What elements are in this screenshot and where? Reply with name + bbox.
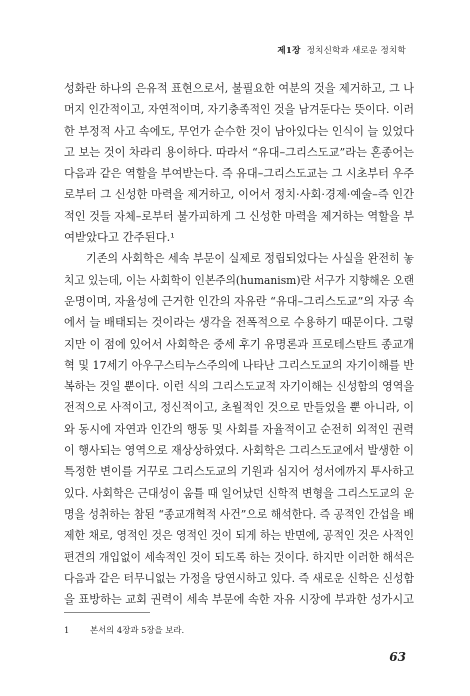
text-line: 을 표방하는 교회 권력이 세속 부문에 속한 자유 시장에 부과한 성가시고 bbox=[64, 592, 414, 607]
footnote-divider bbox=[64, 612, 150, 613]
text-line: 치고 있는데, 이는 사회학이 인본주의(humanism)란 서구가 지향해온 오랜 bbox=[64, 272, 414, 287]
text-line: 지만 이 점에 있어서 사회학은 중세 후기 유명론과 프로테스탄트 종교개 bbox=[64, 336, 414, 351]
footnote-text: 본서의 4장과 5장을 보라. bbox=[90, 625, 185, 635]
text-line: 있다. 사회학은 근대성이 움틀 때 일어났던 신학적 변형을 그리스도교의 운 bbox=[64, 485, 414, 500]
text-line: 로부터 그 신성한 마력을 제거하고, 이어서 정치·사회·경제·예술–즉 인간 bbox=[64, 187, 414, 202]
text-line: 명을 성취하는 참된 “종교개혁적 사건”으로 해석한다. 즉 공적인 간섭을 배 bbox=[64, 506, 414, 521]
chapter-label: 제1장 bbox=[277, 46, 301, 56]
text-line: 적인 것들 자체–로부터 불가피하게 그 신성한 마력을 제거하는 역할을 부 bbox=[64, 208, 414, 223]
text-line: 여받았다고 간주된다.¹ bbox=[64, 230, 175, 245]
text-line: 제한 채로, 영적인 것은 영적인 것이 되게 하는 반면에, 공적인 것은 사적인 bbox=[64, 528, 414, 543]
text-line: 혁 및 17세기 아우구스티누스주의에 나타난 그리스도교의 자기이해를 반 bbox=[64, 357, 414, 372]
footnote bbox=[64, 624, 184, 636]
text-line: 편견의 개입없이 세속적인 것이 되도록 하는 것이다. 하지만 이러한 해석은 bbox=[64, 549, 414, 564]
text-line: 다음과 같은 역할을 부여받는다. 즉 유대–그리스도교는 그 시초부터 우주 bbox=[64, 166, 414, 181]
text-line: 기존의 사회학은 세속 부문이 실제로 정립되었다는 사실을 완전히 놓 bbox=[86, 251, 414, 266]
running-head bbox=[277, 44, 406, 56]
text-line: 이 행사되는 영역으로 재상상하였다. 사회학은 그리스도교에서 발생한 이 bbox=[64, 443, 414, 458]
body-text bbox=[64, 78, 414, 610]
paragraph bbox=[64, 78, 414, 248]
text-line: 머지 인간적이고, 자연적이며, 자기충족적인 것을 남겨둔다는 뜻이다. 이러 bbox=[64, 102, 414, 117]
text-line: 에서 늘 배태되는 것이라는 생각을 전폭적으로 수용하기 때문이다. 그렇 bbox=[64, 315, 414, 330]
footnote-number: 1 bbox=[64, 625, 70, 635]
text-line: 운명이며, 자율성에 근거한 인간의 자유란 “유대–그리스도교”의 자궁 속 bbox=[64, 293, 414, 308]
page-number: 63 bbox=[389, 650, 406, 664]
text-line: 특정한 변이를 거꾸로 그리스도교의 기원과 심지어 성서에까지 투사하고 bbox=[64, 464, 414, 479]
paragraph bbox=[64, 248, 414, 610]
text-line: 한 부정적 사고 속에도, 무언가 순수한 것이 남아있다는 인식이 늘 있었다 bbox=[64, 123, 414, 138]
text-line: 복하는 것일 뿐이다. 이런 식의 그리스도교적 자기이해는 신성함의 영역을 bbox=[64, 379, 414, 394]
text-line: 와 동시에 자연과 인간의 행동 및 사회를 자율적이고 순전히 외적인 권력 bbox=[64, 421, 414, 436]
text-line: 고 보는 것이 차라리 용이하다. 따라서 “유대–그리스도교”라는 혼종어는 bbox=[64, 144, 414, 159]
text-line: 다음과 같은 터무니없는 가정을 당연시하고 있다. 즉 새로운 신학은 신성함 bbox=[64, 570, 414, 585]
text-line: 전적으로 사적이고, 정신적이고, 초월적인 것으로 만들었을 뿐 아니라, 이 bbox=[64, 400, 414, 415]
text-line: 성화란 하나의 은유적 표현으로서, 불필요한 여분의 것을 제거하고, 그 나 bbox=[64, 81, 414, 95]
chapter-title: 정치신학과 새로운 정치학 bbox=[306, 46, 406, 56]
